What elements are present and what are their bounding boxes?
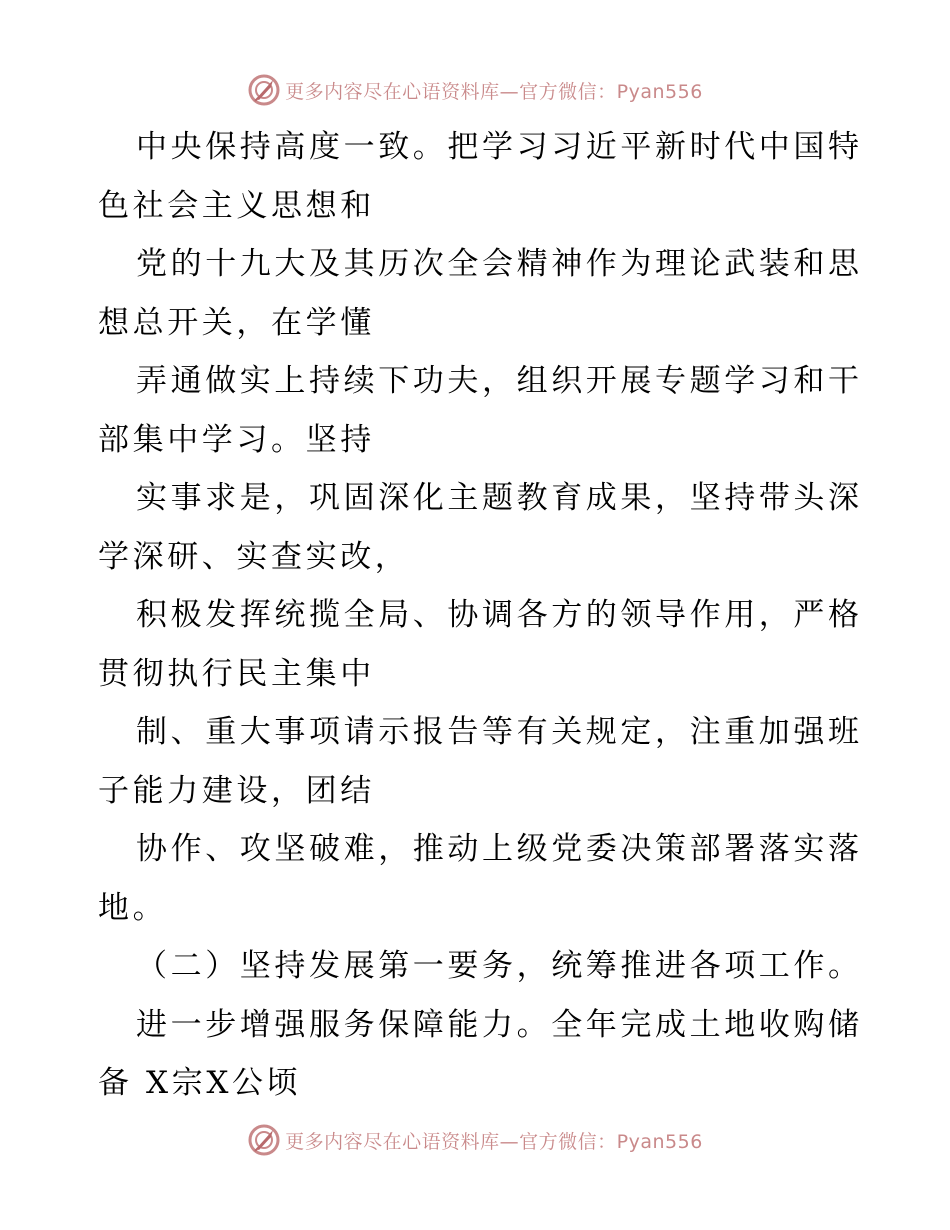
footer-watermark-banner xyxy=(0,1120,950,1160)
header-watermark-banner xyxy=(0,70,950,110)
document-body xyxy=(0,118,950,1113)
paragraph-line: 中央保持高度一致。把学习习近平新时代中国特 xyxy=(136,129,863,165)
section-heading-text: （二）坚持发展第一要务，统筹推进各项工作。 xyxy=(136,948,863,984)
paragraph-line: 制、重大事项请示报告等有关规定，注重加强班 xyxy=(136,714,863,750)
paragraph-1 xyxy=(0,118,950,235)
quill-pen-circle-icon xyxy=(247,73,281,107)
section-heading xyxy=(0,937,950,996)
paragraph-4 xyxy=(0,469,950,586)
paragraph-line: 色社会主义思想和 xyxy=(98,187,375,224)
paragraph-line: 进一步增强服务保障能力。全年完成土地收购储 xyxy=(136,1006,863,1043)
paragraph-line: 部集中学习。坚持 xyxy=(98,421,375,458)
paragraph-6 xyxy=(0,703,950,820)
paragraph-line: 弄通做实上持续下功夫，组织开展专题学习和干 xyxy=(136,363,863,399)
paragraph-line: 地。 xyxy=(98,889,168,926)
quill-pen-circle-icon xyxy=(247,1123,281,1157)
paragraph-line: 实事求是，巩固深化主题教育成果，坚持带头深 xyxy=(136,480,863,516)
paragraph-2 xyxy=(0,235,950,352)
paragraph-line: 想总开关，在学懂 xyxy=(98,304,375,341)
paragraph-8 xyxy=(0,996,950,1113)
header-banner-text: 更多内容尽在心语资料库—官方微信：Pyan556 xyxy=(285,80,703,103)
paragraph-5 xyxy=(0,586,950,703)
paragraph-line: 积极发挥统揽全局、协调各方的领导作用，严格 xyxy=(136,597,863,633)
paragraph-3 xyxy=(0,352,950,469)
paragraph-line: 子能力建设，团结 xyxy=(98,772,375,809)
paragraph-line: 学深研、实查实改， xyxy=(98,538,410,575)
paragraph-7 xyxy=(0,820,950,937)
footer-banner-text: 更多内容尽在心语资料库—官方微信：Pyan556 xyxy=(285,1130,703,1153)
paragraph-line: 协作、攻坚破难，推动上级党委决策部署落实落 xyxy=(136,831,863,867)
paragraph-line: 贯彻执行民主集中 xyxy=(98,655,375,692)
paragraph-line: 党的十九大及其历次全会精神作为理论武装和思 xyxy=(136,246,863,282)
paragraph-line: 备 X宗X公顷 xyxy=(98,1065,302,1101)
